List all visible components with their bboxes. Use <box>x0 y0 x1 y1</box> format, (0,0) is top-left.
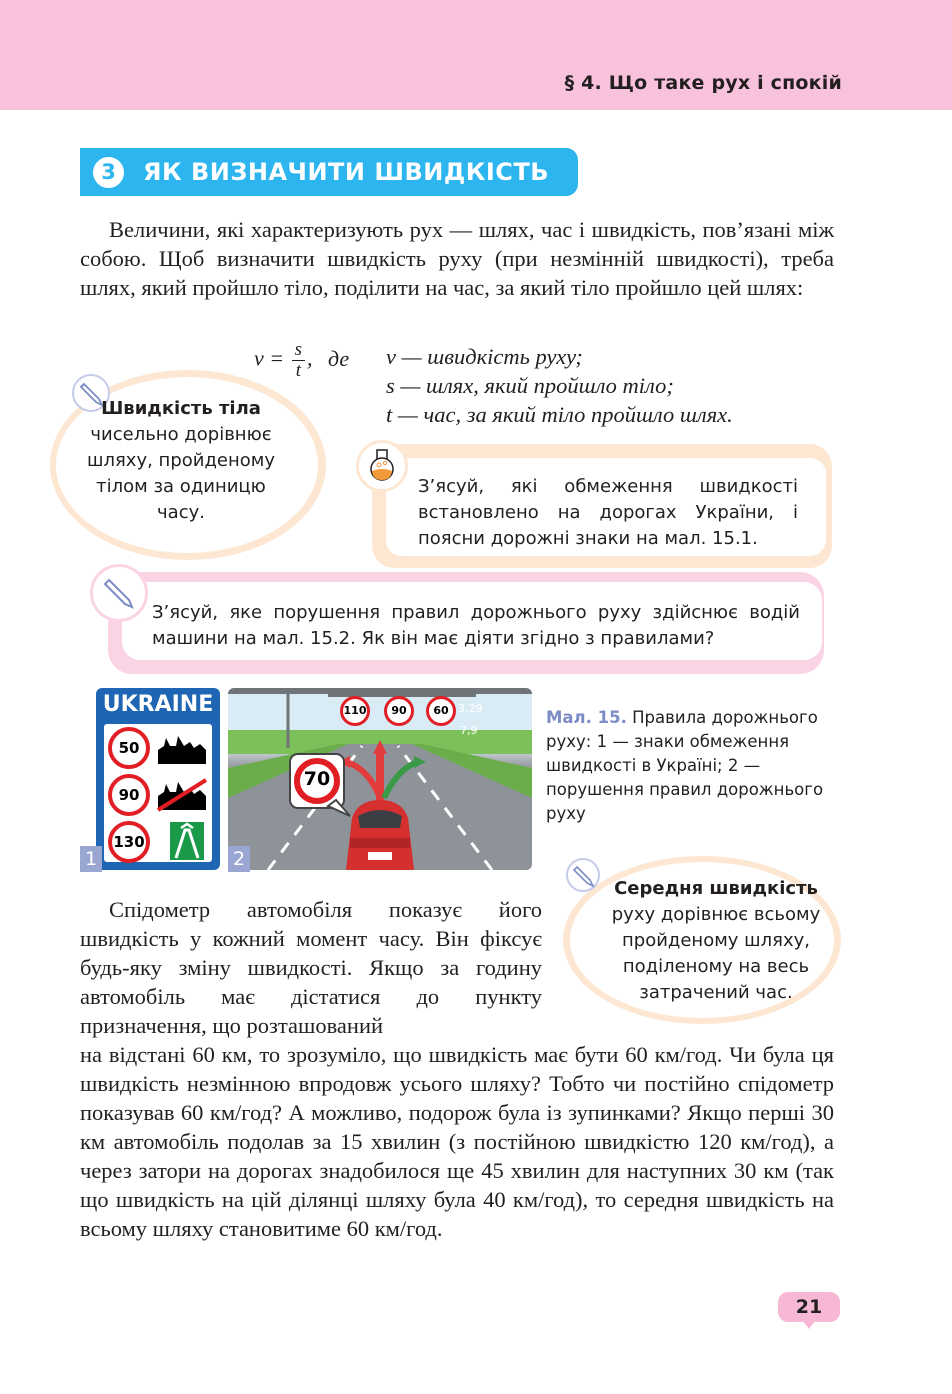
limit-sign-50: 50 <box>108 727 150 769</box>
sign-panel <box>104 724 212 862</box>
speedometer-paragraph: Спідометр автомобіля показує його швидкість у кожний момент часу. Він фіксує будь-яку зміну швидкості. Якщо за годину автомобіль має дістатися до пункту призначення, що розташований <box>80 897 542 1038</box>
continuation-paragraph: на відстані 60 км, то зрозуміло, що швидкість має бути 60 км/год. Чи була ця швидкість незмінною впродовж усього шляху? Тобто чи постійно спідометр показував 60 км/год? А можливо, подорож була із зупинками? Якщо перші 30 км автомобіль подолав за 15 хвилин (з постійною швидкістю 120 км/год), а через затори на дорогах знадобилося ще 45 хвилин для наступних 30 км (так що швидкість на цій ділянці шляху була 40 км/год), то середня швидкість на всьому шляху становитиме 60 км/год. <box>80 1042 834 1241</box>
average-speed-term: Середня швидкість <box>614 878 818 899</box>
formula-fraction <box>292 340 305 381</box>
definition-speed <box>76 396 286 526</box>
definition-term: Швидкість тіла <box>101 398 261 419</box>
speed-formula <box>254 340 349 381</box>
formula-lhs: v = <box>254 345 285 371</box>
legend-v: v — швидкість руху; <box>386 344 583 369</box>
limit-sign-130: 130 <box>108 821 150 863</box>
formula-comma: , <box>307 345 313 371</box>
legend-t: t — час, за який тіло пройшло шлях. <box>386 402 733 427</box>
page-number: 21 <box>778 1292 840 1322</box>
section-heading <box>80 148 578 196</box>
section-number: 3 <box>93 157 124 188</box>
sign-distance-1: 3,29 <box>458 702 483 715</box>
sign-title: UKRAINE <box>102 692 214 717</box>
figure-panel-2-number: 2 <box>228 846 250 872</box>
motorway-icon <box>170 822 204 860</box>
town-icon <box>156 732 208 766</box>
pencil-icon <box>90 564 148 622</box>
section-title: ЯК ВИЗНАЧИТИ ШВИДКІСТЬ <box>143 158 550 186</box>
formula-numerator: s <box>292 340 305 361</box>
road-sign-110: 110 <box>340 696 370 726</box>
town-end-icon <box>156 778 208 812</box>
average-speed-body: руху дорівнює всьому пройденому шляху, поділеному на весь затрачений час. <box>611 904 821 1003</box>
ukraine-speed-limit-sign <box>96 688 220 870</box>
road-scene <box>228 688 532 870</box>
flask-icon <box>356 440 408 492</box>
pencil-icon <box>566 858 600 892</box>
definition-body: чисельно дорівнює шляху, пройденому тілом за одиницю часу. <box>87 424 275 523</box>
road-sign-60: 60 <box>426 696 456 726</box>
page-number-tip <box>802 1320 816 1329</box>
limit-sign-90: 90 <box>108 774 150 816</box>
formula-denominator: t <box>295 360 301 381</box>
bubble-speed-sign: 70 <box>303 768 331 790</box>
formula-legend <box>386 342 733 429</box>
research-task-text: З’ясуй, які обмеження швидкості встановлено на дорогах України, і поясни дорожні знаки на мал. 15.1. <box>418 476 798 549</box>
legend-s: s — шлях, який пройшло тіло; <box>386 373 674 398</box>
caption-text: Правила дорожнього руху: 1 — знаки обмеження швидкості в Україні; 2 — порушення правил дорожнього руху <box>546 708 824 823</box>
road-violation-illustration <box>228 688 532 870</box>
running-head: § 4. Що таке рух і спокій <box>564 72 842 94</box>
formula-where: де <box>328 345 350 371</box>
figure-panel-1-number: 1 <box>80 846 102 872</box>
caption-label: Мал. 15. <box>546 708 627 727</box>
figure-caption <box>546 706 842 826</box>
definition-average-speed <box>596 876 836 1006</box>
sign-distance-2: 7,9 <box>460 724 478 737</box>
road-sign-90: 90 <box>384 696 414 726</box>
discussion-task-text: З’ясуй, яке порушення правил дорожнього руху здійснює водій машини на мал. 15.2. Як він має діяти згідно з правилами? <box>152 602 800 649</box>
intro-paragraph: Величини, які характеризують рух — шлях, час і швидкість, пов’язані між собою. Щоб визначити швидкість руху (при незмінній швидкості), треба шлях, який пройшло тіло, поділити на час, за який тіло пройшло цей шлях: <box>80 217 834 300</box>
